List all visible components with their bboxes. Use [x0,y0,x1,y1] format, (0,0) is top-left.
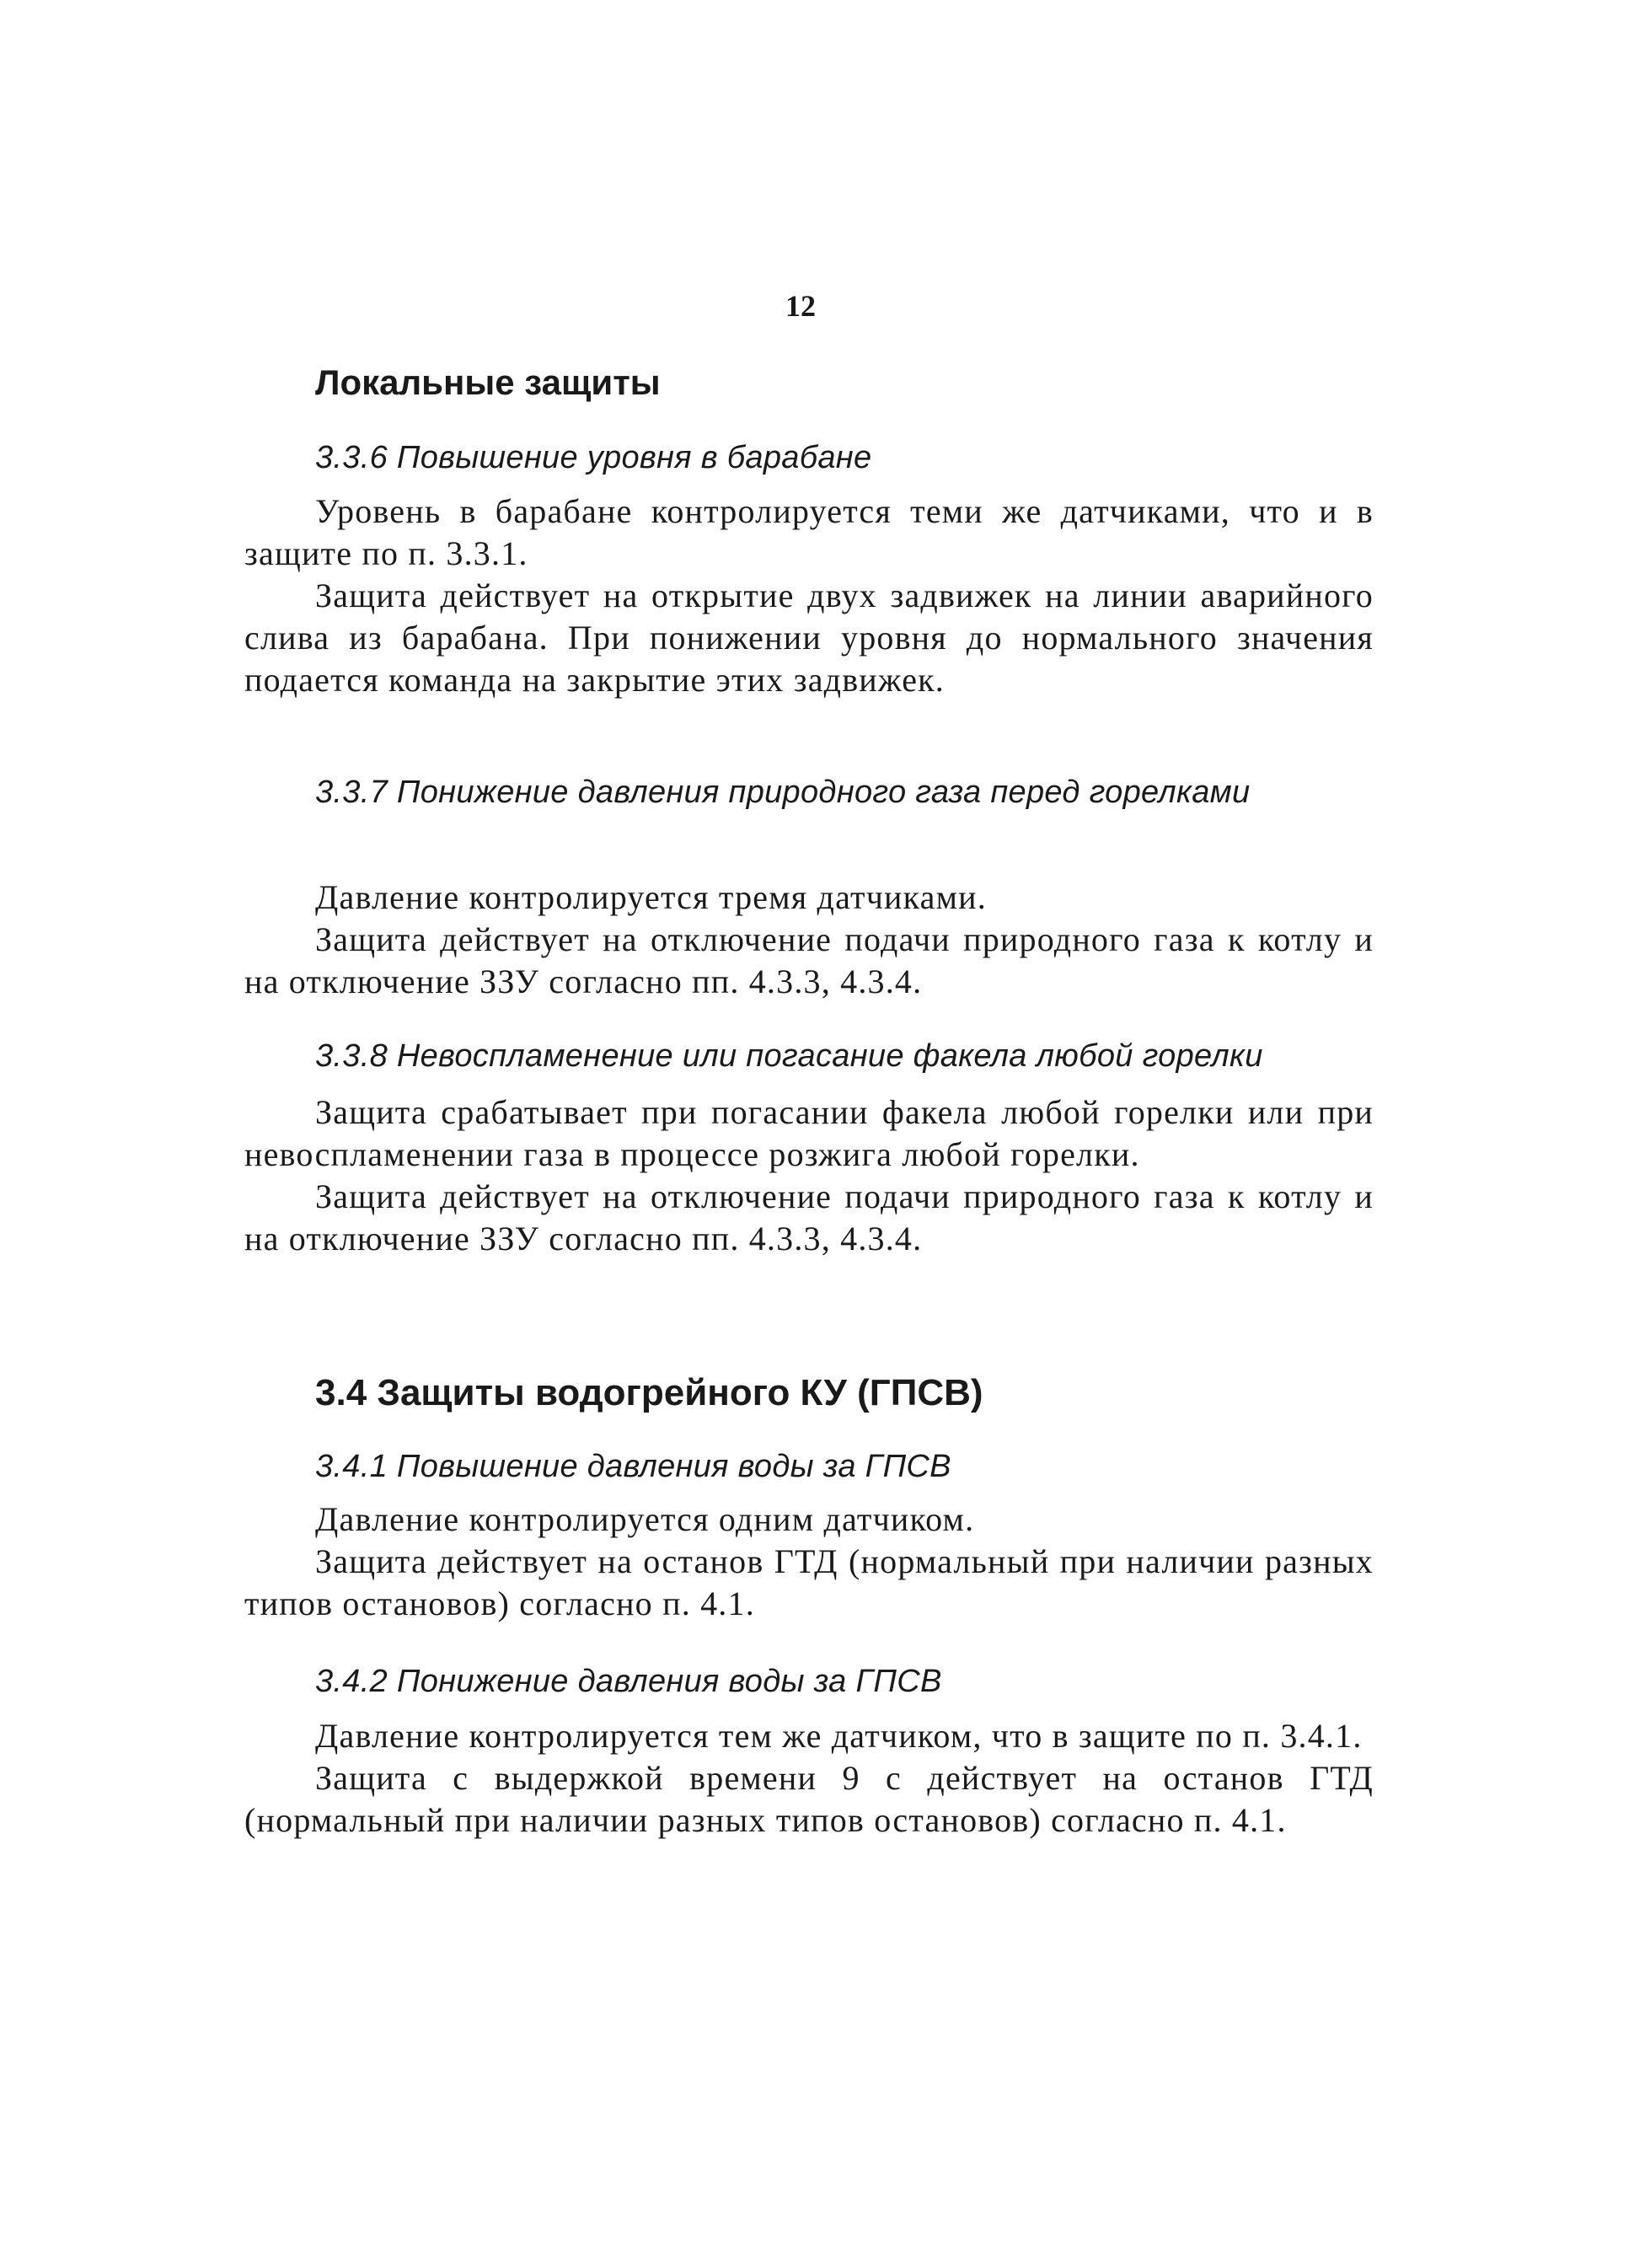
section-3-3-6-body [244,491,1374,701]
paragraph: Давление контролируется тем же датчиком, что в защите по п. 3.4.1. [315,1717,1363,1755]
section-3-4-1-body [244,1499,1374,1625]
section-3-3-6 [244,434,1374,481]
paragraph: Защита действует на отключение подачи природного газа к котлу и на отключение ЗЗУ согласно пп. 4.3.3, 4.3.4. [244,1177,1374,1257]
paragraph: Защита действует на останов ГТД (нормальный при наличии разных типов остановов) согласно п. 4.1. [244,1542,1374,1622]
section-3-4-1 [244,1443,1374,1490]
section-3-3-8-body [244,1091,1374,1260]
paragraph: Защита действует на открытие двух задвижек на линии аварийного слива из барабана. При понижении уровня до нормального значения подается команда на закрытие этих задвижек. [244,576,1374,699]
main-section-title-block [244,1372,1374,1414]
section-3-3-7 [244,769,1374,816]
paragraph: Защита с выдержкой времени 9 с действует на останов ГТД (нормальный при наличии разных типов остановов) согласно п. 4.1. [244,1759,1374,1839]
paragraph: Защита действует на отключение подачи природного газа к котлу и на отключение ЗЗУ согласно пп. 4.3.3, 4.3.4. [244,920,1374,1000]
section-heading: 3.3.8 Невоспламенение или погасание факела любой горелки [315,1038,1263,1074]
section-heading: 3.4.2 Понижение давления воды за ГПСВ [315,1664,942,1699]
local-protections-title: Локальные защиты [315,362,661,402]
section-heading: 3.4.1 Повышение давления воды за ГПСВ [315,1449,951,1484]
section-3-3-8 [244,1032,1374,1080]
paragraph: Давление контролируется тремя датчиками. [315,878,987,916]
section-3-3-7-body [244,877,1374,1003]
paragraph: Уровень в барабане контролируется теми же датчиками, что и в защите по п. 3.3.1. [244,492,1374,572]
paragraph: Защита срабатывает при погасании факела любой горелки или при невоспламенении газа в процессе розжига любой горелки. [244,1093,1374,1173]
paragraph: Давление контролируется одним датчиком. [315,1500,975,1538]
local-protections-title-block [244,362,1374,403]
section-heading: 3.3.6 Повышение уровня в барабане [315,440,872,475]
section-3-4-2 [244,1658,1374,1705]
main-section-title: 3.4 Защиты водогрейного КУ (ГПСВ) [315,1372,983,1413]
section-heading: 3.3.7 Понижение давления природного газа перед горелками [315,775,1251,810]
section-3-4-2-body [244,1715,1374,1842]
page-number: 12 [785,289,816,323]
